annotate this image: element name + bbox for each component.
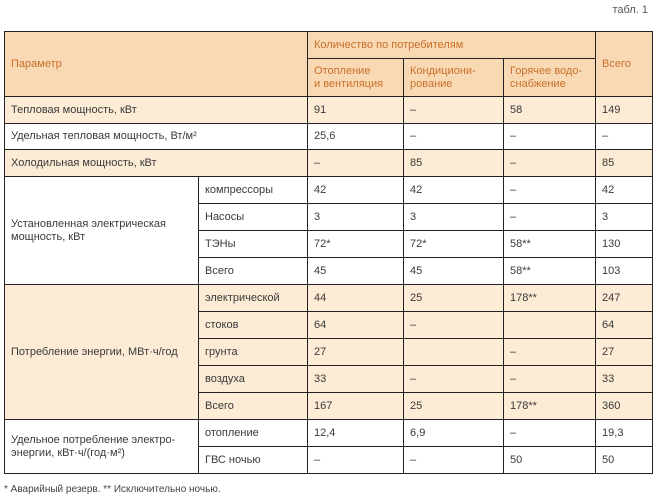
cell: 178** <box>504 393 596 420</box>
row-label: Удельная тепловая мощность, Вт/м² <box>5 124 308 150</box>
cell: – <box>504 204 596 231</box>
cell: 33 <box>308 366 404 393</box>
cell: 6,9 <box>404 420 504 447</box>
header-param: Параметр <box>5 32 308 97</box>
sub-label: Насосы <box>199 204 308 231</box>
cell: – <box>404 312 504 339</box>
footnote: * Аварийный резерв. ** Исключительно ночью. <box>4 484 221 495</box>
cell: 45 <box>308 258 404 285</box>
cell: 42 <box>596 177 653 204</box>
cell: 25 <box>404 285 504 312</box>
cell: 3 <box>308 204 404 231</box>
cell: 27 <box>596 339 653 366</box>
cell: – <box>308 447 404 474</box>
table-row <box>5 420 653 447</box>
cell: 42 <box>308 177 404 204</box>
cell: 130 <box>596 231 653 258</box>
cell: – <box>504 177 596 204</box>
cell: 64 <box>596 312 653 339</box>
cell: – <box>504 339 596 366</box>
row-label: Удельное потребление электро-энергии, кВт·ч/(год·м²) <box>5 420 199 474</box>
cell: 360 <box>596 393 653 420</box>
cell: 58** <box>504 231 596 258</box>
cell: – <box>404 366 504 393</box>
cell: 19,3 <box>596 420 653 447</box>
cell: 85 <box>596 150 653 177</box>
table-row <box>5 97 653 124</box>
cell: 44 <box>308 285 404 312</box>
cell: 12,4 <box>308 420 404 447</box>
cell: 3 <box>596 204 653 231</box>
sub-label: грунта <box>199 339 308 366</box>
cell <box>504 312 596 339</box>
sub-label: ТЭНы <box>199 231 308 258</box>
table-row <box>5 177 653 204</box>
cell: 25,6 <box>308 124 404 150</box>
header-row <box>5 32 653 59</box>
cell: 58 <box>504 97 596 124</box>
sub-label: отопление <box>199 420 308 447</box>
row-label: Тепловая мощность, кВт <box>5 97 308 124</box>
cell: 25 <box>404 393 504 420</box>
cell: 42 <box>404 177 504 204</box>
cell: – <box>504 366 596 393</box>
cell: – <box>404 447 504 474</box>
cell: 178** <box>504 285 596 312</box>
cell: 167 <box>308 393 404 420</box>
sub-label: электрической <box>199 285 308 312</box>
cell <box>404 339 504 366</box>
cell: 27 <box>308 339 404 366</box>
table-row <box>5 285 653 312</box>
header-total: Всего <box>596 32 653 97</box>
cell: 91 <box>308 97 404 124</box>
cell: 45 <box>404 258 504 285</box>
row-label: Холодильная мощность, кВт <box>5 150 308 177</box>
table-row <box>5 124 653 150</box>
cell: 64 <box>308 312 404 339</box>
sub-label: стоков <box>199 312 308 339</box>
sub-label: Всего <box>199 393 308 420</box>
header-hot-water: Горячее водо- снабжение <box>504 59 596 97</box>
cell: – <box>504 420 596 447</box>
sub-label: Всего <box>199 258 308 285</box>
table-caption: табл. 1 <box>612 4 648 16</box>
sub-label: воздуха <box>199 366 308 393</box>
cell: 72* <box>404 231 504 258</box>
cell: 50 <box>596 447 653 474</box>
cell: – <box>596 124 653 150</box>
cell: 72* <box>308 231 404 258</box>
sub-label: компрессоры <box>199 177 308 204</box>
cell: 149 <box>596 97 653 124</box>
table-row <box>5 150 653 177</box>
data-table <box>4 31 653 474</box>
cell: – <box>504 124 596 150</box>
cell: 103 <box>596 258 653 285</box>
cell: 58** <box>504 258 596 285</box>
cell: – <box>404 124 504 150</box>
row-label: Потребление энергии, МВт·ч/год <box>5 285 199 420</box>
cell: – <box>308 150 404 177</box>
sub-label: ГВС ночью <box>199 447 308 474</box>
cell: 33 <box>596 366 653 393</box>
cell: – <box>404 97 504 124</box>
cell: 247 <box>596 285 653 312</box>
cell: 50 <box>504 447 596 474</box>
cell: 85 <box>404 150 504 177</box>
cell: – <box>504 150 596 177</box>
header-heating: Отопление и вентиляция <box>308 59 404 97</box>
cell: 3 <box>404 204 504 231</box>
row-label: Установленная электрическая мощность, кВт <box>5 177 199 285</box>
header-conditioning: Кондициони- рование <box>404 59 504 97</box>
header-consumers: Количество по потребителям <box>308 32 596 59</box>
